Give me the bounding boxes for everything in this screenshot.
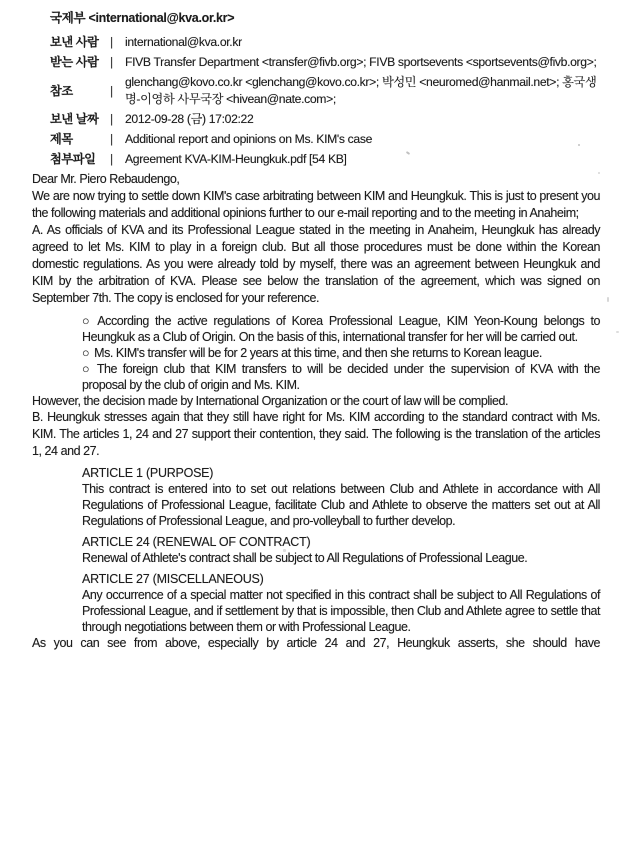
- field-label-from: 보낸 사람: [50, 35, 99, 49]
- field-separator: |: [110, 35, 114, 49]
- header-fields: [50, 34, 605, 168]
- section-b-paragraph: B. Heungkuk stresses again that they still have right for Ms. KIM according to the standard contract with Ms. KIM. The articles 1, 24 and 27 support their contention, they said. The following is the translation of the articles 1, 24 and 27.: [32, 410, 600, 458]
- field-value-to: FIVB Transfer Department <transfer@fivb.org>; FIVB sportsevents <sportsevents@fivb.org>;: [125, 55, 597, 69]
- intro-paragraph: We are now trying to settle down KIM's case arbitrating between KIM and Heungkuk. This is just to present you the following materials and additional opinions further to our e-mail reporting and to the meeting in Anaheim;: [32, 189, 600, 220]
- scan-artifact: [598, 172, 600, 174]
- field-label-to: 받는 사람: [50, 55, 99, 69]
- bullet-item: [82, 313, 600, 345]
- article-text: Any occurrence of a special matter not specified in this contract shall be subject to All Regulations of Professional League, and if settlement by that is impossible, then Club and Athlete agree to settle that through negotiations between them or with Professional League.: [82, 588, 600, 634]
- closing-line: As you can see from above, especially by article 24 and 27, Heungkuk asserts, she should have: [32, 636, 600, 650]
- article-block: [82, 571, 600, 635]
- bullet-text: The foreign club that KIM transfers to will be decided under the supervision of KVA with the proposal by the club of origin and Ms. KIM.: [82, 362, 601, 392]
- field-value-subject: Additional report and opinions on Ms. KIM's case: [125, 132, 373, 146]
- email-header: [50, 9, 605, 168]
- article-heading: ARTICLE 27 (MISCELLANEOUS): [82, 572, 264, 586]
- salutation: Dear Mr. Piero Rebaudengo,: [32, 172, 180, 186]
- circle-bullet-icon: ○: [82, 346, 90, 360]
- field-label-date: 보낸 날짜: [50, 112, 99, 126]
- field-row-attachment: [50, 151, 605, 168]
- article-text: This contract is entered into to set out relations between Club and Athlete in accordance with All Regulations of Professional League, facilitate Club and Athlete to observe the matters set out at All Regulations of Professional League, and pro-volleyball to further develop.: [82, 482, 600, 528]
- bullet-item: [82, 361, 600, 393]
- article-text: Renewal of Athlete's contract shall be subject to All Regulations of Professional League.: [82, 551, 528, 565]
- scan-artifact: [283, 549, 286, 552]
- field-row-subject: [50, 131, 605, 148]
- field-separator: |: [110, 132, 114, 146]
- field-separator: |: [110, 152, 114, 166]
- scan-artifact: [578, 144, 580, 146]
- scan-artifact: [607, 297, 609, 302]
- article-block: [82, 465, 600, 529]
- field-label-subject: 제목: [50, 132, 73, 146]
- article-heading: ARTICLE 24 (RENEWAL OF CONTRACT): [82, 535, 311, 549]
- circle-bullet-icon: ○: [82, 314, 93, 328]
- agreement-bullet-list: [82, 313, 600, 393]
- sender-display-line: 국제부 <international@kva.or.kr>: [50, 11, 235, 25]
- field-value-date: 2012-09-28 (금) 17:02:22: [125, 112, 254, 126]
- scan-artifact: [616, 331, 619, 333]
- article-heading: ARTICLE 1 (PURPOSE): [82, 466, 214, 480]
- field-separator: |: [110, 112, 114, 126]
- contract-articles: [82, 465, 600, 635]
- section-a-paragraph: A. As officials of KVA and its Professional League stated in the meeting in Anaheim, Heungkuk has already agreed to let Ms. KIM to play in a foreign club. But all those procedures must be done within the Korean domestic regulations. As you were already told by myself, there was an agreement between Heungkuk and KIM by the arbitration of KVA. Please see below the translation of the agreement, which was signed on September 7th. The copy is enclosed for your reference.: [32, 223, 600, 305]
- bullet-item: [82, 345, 600, 361]
- however-note: However, the decision made by International Organization or the court of law will be complied.: [32, 394, 509, 408]
- field-row-from: [50, 34, 605, 51]
- attachment-file-name: Agreement KVA-KIM-Heungkuk.pdf [54 KB]: [125, 152, 347, 166]
- field-label-cc: 참조: [50, 83, 73, 98]
- bullet-text: According the active regulations of Korea Professional League, KIM Yeon-Koung belongs to Heungkuk as a Club of Origin. On the basis of this, international transfer for her will be carried out.: [82, 314, 600, 344]
- field-row-date: [50, 111, 605, 128]
- field-row-cc: [50, 74, 605, 108]
- field-value-cc: glenchang@kovo.co.kr <glenchang@kovo.co.kr>; 박성민 <neuromed@hanmail.net>; 홍국생명-이영하 사무국장 <hivean@nate.com>;: [125, 75, 597, 106]
- field-separator: |: [110, 55, 114, 69]
- article-block: [82, 534, 600, 566]
- field-separator: |: [110, 83, 114, 98]
- bullet-text: Ms. KIM's transfer will be for 2 years at this time, and then she returns to Korean league.: [94, 346, 542, 360]
- field-row-to: [50, 54, 605, 71]
- field-label-attachment: 첨부파일: [50, 152, 96, 166]
- field-value-from: international@kva.or.kr: [125, 35, 242, 49]
- circle-bullet-icon: ○: [82, 362, 92, 376]
- letter-body: [32, 171, 600, 652]
